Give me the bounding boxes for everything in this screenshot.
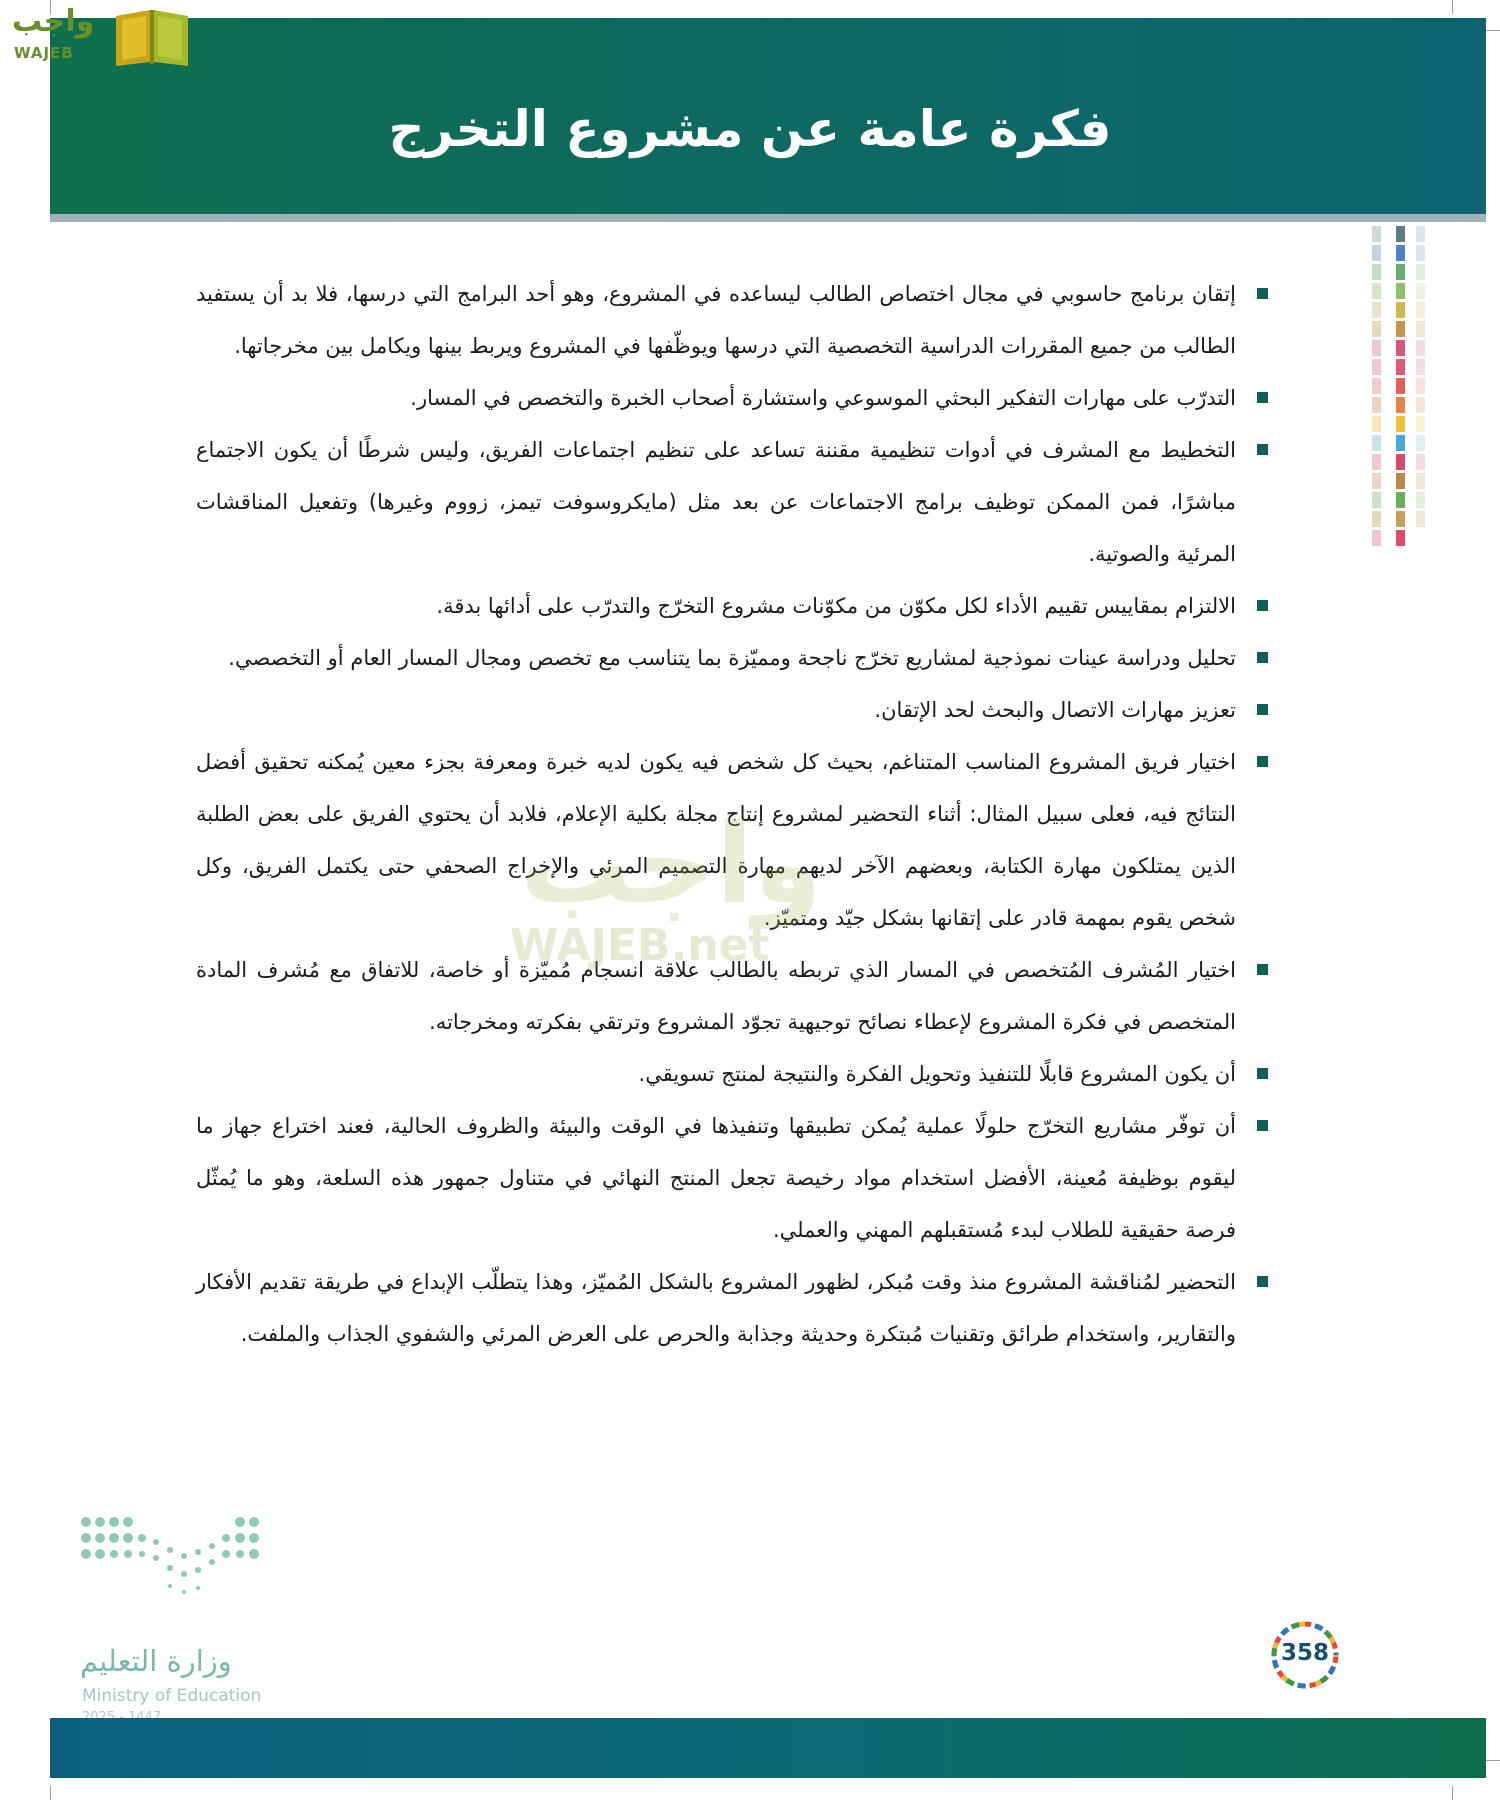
page-number: 358 <box>1280 1640 1329 1666</box>
list-item-text: اختيار المُشرف المُتخصص في المسار الذي تربطه بالطالب علاقة انسجام مُميّزة أو خاصة، للاتفاق مع مُشرف المادة المتخصص في فكرة المشروع لإعطاء نصائح توجيهية تجوّد المشروع وترتقي بفكرته ومخرجاته. <box>196 958 1236 1034</box>
book-icon <box>112 6 192 66</box>
watermark-latin: WAJEB.net <box>510 920 770 971</box>
square-bullet-icon <box>1257 600 1268 611</box>
header-underline <box>50 214 1486 222</box>
square-bullet-icon <box>1257 288 1268 299</box>
list-item-text: التحضير لمُناقشة المشروع منذ وقت مُبكر، لظهور المشروع بالشكل المُميّز، وهذا يتطلّب الإبداع في طريقة تقديم الأفكار والتقارير، واستخدام طرائق وتقنيات مُبتكرة وحديثة وجذابة والحرص على العرض المرئي والشفوي الجذاب والملفت. <box>196 1270 1236 1346</box>
square-bullet-icon <box>1257 392 1268 403</box>
color-tab-column <box>1396 226 1405 549</box>
ministry-dots-icon <box>76 1510 266 1630</box>
wajeb-logo-arabic: واجب <box>12 4 95 39</box>
list-item-text: أن توفّر مشاريع التخرّج حلولًا عملية يُمكن تطبيقها وتنفيذها في الوقت والبيئة والظروف الحالية، فعند اختراع جهاز ما ليقوم بوظيفة مُعينة، الأفضل استخدام مواد رخيصة تجعل المنتج النهائي في متناول جمهور هذه السلعة، وهو ما يُمثّل فرصة حقيقية للطلاب لبدء مُستقبلهم المهني والعملي. <box>196 1114 1236 1242</box>
list-item-text: تعزيز مهارات الاتصال والبحث لحد الإتقان. <box>874 698 1236 722</box>
ministry-name-english: Ministry of Education <box>82 1686 262 1706</box>
list-item <box>196 1100 1268 1256</box>
footer-band <box>50 1718 1486 1778</box>
color-tab-column <box>1416 226 1425 530</box>
list-item-text: التدرّب على مهارات التفكير البحثي الموسوعي واستشارة أصحاب الخبرة والتخصص في المسار. <box>410 386 1236 410</box>
ministry-logo <box>76 1510 276 1730</box>
list-item <box>196 684 1268 736</box>
list-item-text: الالتزام بمقاييس تقييم الأداء لكل مكوّن من مكوّنات مشروع التخرّج والتدرّب على أدائها بدقة. <box>436 594 1236 618</box>
square-bullet-icon <box>1257 1068 1268 1079</box>
square-bullet-icon <box>1257 756 1268 767</box>
wajeb-logo <box>8 4 193 68</box>
color-tab-column <box>1372 226 1381 549</box>
list-item-text: أن يكون المشروع قابلًا للتنفيذ وتحويل الفكرة والنتيجة لمنتج تسويقي. <box>638 1062 1236 1086</box>
square-bullet-icon <box>1257 1276 1268 1287</box>
list-item-text: التخطيط مع المشرف في أدوات تنظيمية مقننة تساعد على تنظيم اجتماعات الفريق، وليس شرطًا أن يكون الاجتماع مباشرًا، فمن الممكن توظيف برامج الاجتماعات عن بعد مثل (مايكروسوفت تيمز، زووم وغيرها) وتفعيل المناقشات المرئية والصوتية. <box>196 438 1236 566</box>
list-item-text: اختيار فريق المشروع المناسب المتناغم، بحيث كل شخص فيه يكون لديه خبرة ومعرفة بجزء معين يُمكنه تحقيق أفضل النتائج فيه، فعلى سبيل المثال: أثناء التحضير لمشروع إنتاج مجلة بكلية الإعلام، فلابد أن يحتوي الفريق على بعض الطلبة الذين يمتلكون مهارة الكتابة، وبعضهم الآخر لديهم مهارة التصميم المرئي والإخراج الصحفي حتى يكتمل الفريق، وكل شخص يقوم بمهمة قادر على إتقانها بشكل جيّد ومتميّز. <box>196 750 1236 930</box>
list-item <box>196 1256 1268 1360</box>
watermark-arabic: واجب <box>520 800 822 928</box>
square-bullet-icon <box>1257 444 1268 455</box>
list-item-text: تحليل ودراسة عينات نموذجية لمشاريع تخرّج ناجحة ومميّزة بما يتناسب مع تخصص ومجال المسار العام أو التخصصي. <box>228 646 1236 670</box>
list-item <box>196 372 1268 424</box>
list-item <box>196 424 1268 580</box>
list-item <box>196 1048 1268 1100</box>
page-number-badge <box>1268 1618 1342 1692</box>
crop-mark <box>1486 30 1500 31</box>
square-bullet-icon <box>1257 652 1268 663</box>
crop-mark <box>1452 0 1453 14</box>
page-title: فكرة عامة عن مشروع التخرج <box>388 100 1112 158</box>
list-item <box>196 944 1268 1048</box>
wajeb-logo-latin: WAJEB <box>14 44 74 62</box>
bullet-list <box>196 268 1268 1360</box>
list-item-text: إتقان برنامج حاسوبي في مجال اختصاص الطالب ليساعده في المشروع، وهو أحد البرامج التي درسها، فلا بد أن يستفيد الطالب من جميع المقررات الدراسية التخصصية التي درسها ويوظّفها في المشروع ويربط بينها ويكامل بين مخرجاتها. <box>196 282 1236 358</box>
crop-mark <box>50 1786 51 1800</box>
square-bullet-icon <box>1257 704 1268 715</box>
crop-mark <box>1452 1786 1453 1800</box>
list-item <box>196 632 1268 684</box>
list-item <box>196 580 1268 632</box>
square-bullet-icon <box>1257 1120 1268 1131</box>
crop-mark <box>1486 1760 1500 1761</box>
ministry-name-arabic: وزارة التعليم <box>80 1644 232 1678</box>
list-item <box>196 268 1268 372</box>
color-index-tabs <box>1372 226 1428 646</box>
square-bullet-icon <box>1257 964 1268 975</box>
list-item <box>196 736 1268 944</box>
